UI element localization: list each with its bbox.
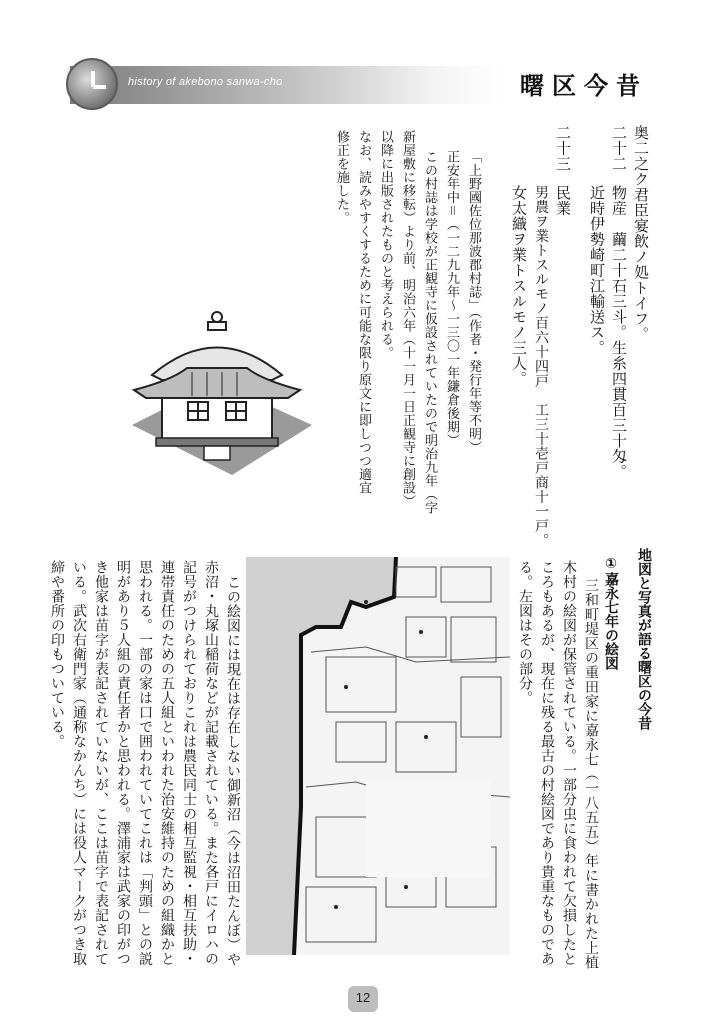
note-line-3: この村誌は学校が正観寺に仮設されていたので明治九年（字 bbox=[422, 150, 437, 515]
record-line-22-number: 二十二 bbox=[610, 125, 628, 172]
map-desc-line-6: 明があり５人組の責任者かと思われる。澤浦家は武家の印がつ bbox=[115, 560, 131, 966]
record-line-23a: 民業 bbox=[554, 185, 572, 216]
note-line-1: 「上野國佐位那波郡村誌」（作者・発行年等不明） bbox=[466, 150, 481, 454]
note-line-5: 以降に出版されたものと考えられる。 bbox=[378, 130, 393, 360]
record-line-22a: 物産 繭二十石三斗。生糸四貫百三十匁。 bbox=[610, 185, 628, 480]
map-desc-line-5: 思われる。一部の家は口で囲われていてこれは「判頭」との説 bbox=[137, 560, 153, 966]
map-desc-line-9: 締や番所の印もついている。 bbox=[49, 560, 65, 749]
section-paragraph-3: ころもあるが、現在に残る最古の村絵図であり貴重なものであ bbox=[539, 560, 555, 966]
record-line-22b: 近時伊勢崎町江輸送ス。 bbox=[588, 185, 606, 356]
temple-illustration bbox=[112, 310, 322, 480]
section-paragraph-4: る。左図はその部分。 bbox=[517, 560, 533, 705]
page-number: 12 bbox=[355, 990, 371, 1005]
map-desc-line-1: この絵図には現在は存在しない御新沼（今は沼田たんぼ）や bbox=[225, 575, 241, 967]
record-line-21b: 奥二之ク君臣宴飲ノ処トイフ。 bbox=[632, 125, 650, 342]
page-title: 曙区今昔 bbox=[520, 72, 648, 100]
map-desc-line-3: 記号がつけられておりこれは農民同士の相互監視・相互扶助・ bbox=[181, 560, 197, 966]
old-village-map-image bbox=[246, 557, 510, 955]
record-line-23-number: 二十三 bbox=[554, 125, 572, 172]
clock-logo-icon bbox=[66, 58, 118, 110]
map-desc-line-4: 連帯責任のための五人組といわれた治安維持のための組織かと bbox=[159, 560, 175, 966]
note-line-6: なお、読みやすくするために可能な限り原文に即しつつ適宜 bbox=[356, 130, 371, 495]
map-desc-line-7: き他家は苗字が表記されていないが、ここは苗字で表記されて bbox=[93, 560, 109, 966]
note-line-7: 修正を施した。 bbox=[334, 130, 349, 225]
section-paragraph-1: 三和町堤区の重田家に嘉永七（一八五五）年に書かれた上植 bbox=[583, 578, 599, 970]
section-subheading: ①嘉永七年の絵図 bbox=[603, 556, 619, 670]
map-desc-line-8: いる。武次右衛門家（通称なかんち）には役人マークがつき取 bbox=[71, 560, 87, 966]
note-line-2: 正安年中＝（一二九九年〜一三〇一年鎌倉後期） bbox=[444, 150, 459, 447]
header-subtitle: history of akebono sanwa-cho bbox=[128, 76, 283, 88]
map-desc-line-2: 赤沼・丸塚山稲荷などが記載されている。また各戸にイロハの bbox=[203, 560, 219, 966]
record-line-23b: 男農ヲ業トスルモノ百六十四戸 工三十壱戸商十一戸。 bbox=[533, 185, 549, 548]
note-line-4: 新屋敷に移転）より前、明治六年（十一月一日正観寺に創設） bbox=[400, 130, 415, 508]
section-paragraph-2: 木村の絵図が保管されている。一部分虫に食われて欠損したと bbox=[561, 560, 577, 966]
section-heading: 地図と写真が語る曙区の今昔 bbox=[636, 548, 652, 730]
record-line-23c: 女太織ヲ業トスルモノ三人。 bbox=[510, 185, 528, 387]
